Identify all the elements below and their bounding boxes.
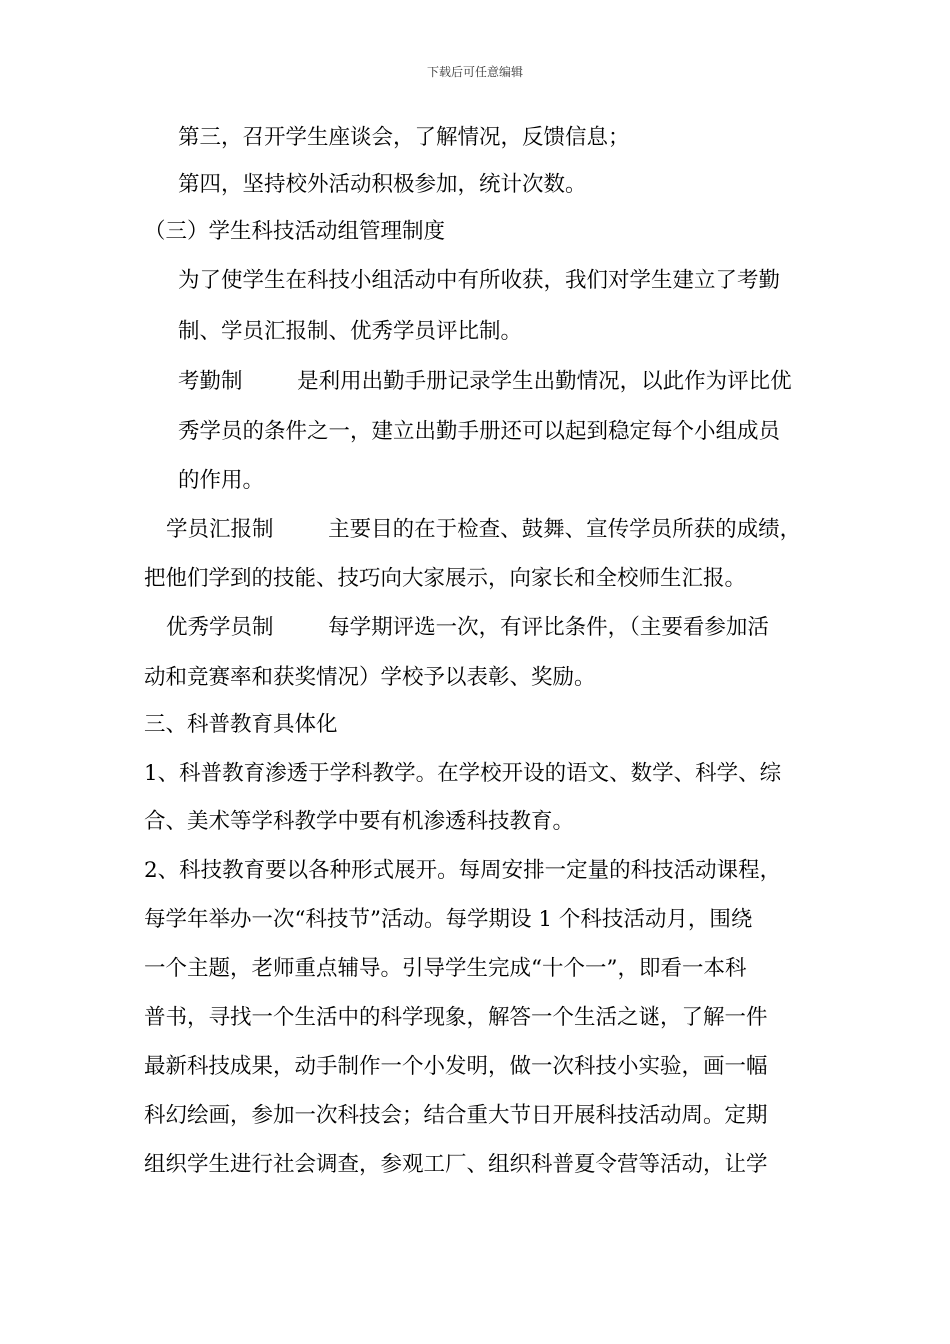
body-line: 的作用。 <box>178 468 265 493</box>
body-line: 考勤制 是利用出勤手册记录学生出勤情况，以此作为评比优 <box>178 369 792 394</box>
section-heading: （三）学生科技活动组管理制度 <box>144 219 446 244</box>
body-line: 合、美术等学科教学中要有机渗透科技教育。 <box>144 809 575 834</box>
body-line: 把他们学到的技能、技巧向大家展示，向家长和全校师生汇报。 <box>144 566 747 591</box>
body-line: 2、科技教育要以各种形式展开。每周安排一定量的科技活动课程， <box>144 858 782 883</box>
page-header: 下载后可任意编辑 <box>426 65 523 79</box>
body-line: 科幻绘画，参加一次科技会；结合重大节日开展科技活动周。定期 <box>144 1103 768 1128</box>
body-line: 每学年举办一次“科技节”活动。每学期设 1 个科技活动月，围绕 <box>144 907 753 932</box>
body-line: 一个主题，老师重点辅导。引导学生完成“十个一”，即看一本科 <box>144 956 747 981</box>
body-line: 学员汇报制 主要目的在于检查、鼓舞、宣传学员所获的成绩， <box>166 517 802 542</box>
body-line: 普书，寻找一个生活中的科学现象，解答一个生活之谜，了解一件 <box>144 1005 768 1030</box>
body-line: 秀学员的条件之一，建立出勤手册还可以起到稳定每个小组成员 <box>178 419 781 444</box>
body-line: 动和竞赛率和获奖情况）学校予以表彰、奖励。 <box>144 665 596 690</box>
body-line: 1、科普教育渗透于学科教学。在学校开设的语文、数学、科学、综 <box>144 761 782 786</box>
body-line: 组织学生进行社会调查，参观工厂、组织科普夏令营等活动，让学 <box>144 1152 768 1177</box>
section-heading: 三、科普教育具体化 <box>144 712 338 737</box>
body-line: 制、学员汇报制、优秀学员评比制。 <box>178 319 523 344</box>
body-line: 第四，坚持校外活动积极参加，统计次数。 <box>178 172 587 197</box>
body-line: 为了使学生在科技小组活动中有所收获，我们对学生建立了考勤 <box>178 268 781 293</box>
body-line: 最新科技成果，动手制作一个小发明，做一次科技小实验，画一幅 <box>144 1054 768 1079</box>
body-line: 第三，召开学生座谈会，了解情况，反馈信息； <box>178 125 630 150</box>
body-line: 优秀学员制 每学期评选一次，有评比条件，（主要看参加活 <box>166 615 769 640</box>
